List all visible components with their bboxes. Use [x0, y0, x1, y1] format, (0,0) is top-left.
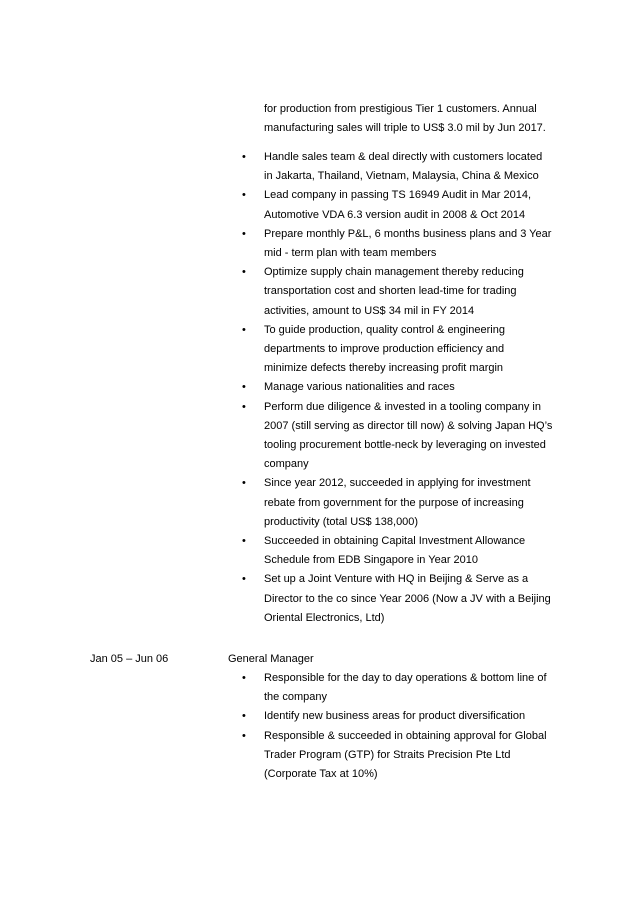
bullet-text-line: company — [264, 458, 309, 471]
bullet-text-line: Since year 2012, succeeded in applying for investment — [264, 477, 531, 490]
bullet-icon: • — [242, 477, 246, 490]
bullet-icon: • — [242, 573, 246, 586]
bullet-item — [242, 707, 564, 726]
bullet-text-line: Responsible for the day to day operations & bottom line of — [264, 672, 547, 684]
bullet-icon: • — [242, 710, 246, 723]
bullet-text-line: Succeeded in obtaining Capital Investment Allowance — [264, 535, 526, 548]
bullet-text-line: tooling procurement bottle-neck by leveraging on invested — [264, 439, 546, 452]
bullet-text-line: Lead company in passing TS 16949 Audit in Mar 2014, — [264, 189, 532, 202]
bullet-text-line: activities, amount to US$ 34 mil in FY 2014 — [264, 304, 475, 317]
responsibility-list-2 — [242, 669, 564, 784]
bullet-item — [242, 378, 564, 397]
bullet-item — [242, 225, 564, 263]
bullet-icon: • — [242, 266, 246, 279]
bullet-text-line: transportation cost and shorten lead-time for trading — [264, 285, 517, 298]
bullet-text-line: the company — [264, 691, 327, 704]
bullet-text-line: Perform due diligence & invested in a tooling company in — [264, 400, 541, 413]
bullet-icon: • — [242, 381, 246, 394]
bullet-text-line: departments to improve production efficiency and — [264, 343, 505, 356]
bullet-item — [242, 186, 564, 224]
bullet-text-line: 2007 (still serving as director till now) & solving Japan HQ’s — [264, 419, 553, 432]
bullet-item — [242, 321, 564, 379]
bullet-icon: • — [242, 729, 246, 742]
bullet-icon: • — [242, 400, 246, 413]
bullet-text-line: minimize defects thereby increasing profit margin — [264, 362, 504, 375]
bullet-text-line: Set up a Joint Venture with HQ in Beijing & Serve as a — [264, 573, 529, 586]
bullet-icon: • — [242, 323, 246, 336]
bullet-item — [242, 532, 564, 570]
bullet-icon: • — [242, 189, 246, 202]
bullet-item — [242, 474, 564, 532]
bullet-text-line: mid - term plan with team members — [264, 247, 437, 260]
bullet-text-line: Prepare monthly P&L, 6 months business plans and 3 Year — [264, 227, 552, 240]
bullet-text-line: Director to the co since Year 2006 (Now a JV with a Beijing — [264, 592, 551, 605]
bullet-text-line: productivity (total US$ 138,000) — [264, 515, 419, 528]
bullet-item — [242, 398, 564, 475]
bullet-text-line: Optimize supply chain management thereby reducing — [264, 266, 524, 279]
bullet-text-line: Responsible & succeeded in obtaining approval for Global — [264, 729, 547, 742]
job-title: General Manager — [228, 653, 314, 665]
continuation-text — [264, 100, 554, 138]
bullet-icon: • — [242, 672, 246, 684]
employment-dates: Jan 05 – Jun 06 — [90, 653, 169, 665]
bullet-text-line: Oriental Electronics, Ltd) — [264, 611, 385, 624]
bullet-text-line: Manage various nationalities and races — [264, 381, 455, 394]
continuation-line: manufacturing sales will triple to US$ 3.0 mil by Jun 2017. — [264, 122, 546, 135]
bullet-text-line: (Corporate Tax at 10%) — [264, 768, 378, 781]
continuation-line: for production from prestigious Tier 1 customers. Annual — [264, 103, 537, 115]
bullet-icon: • — [242, 227, 246, 240]
bullet-text-line: Automotive VDA 6.3 version audit in 2008 & Oct 2014 — [264, 208, 526, 221]
bullet-text-line: rebate from government for the purpose of increasing — [264, 496, 524, 509]
bullet-text-line: Handle sales team & deal directly with customers located — [264, 151, 543, 163]
bullet-text-line: Identify new business areas for product diversification — [264, 710, 526, 723]
bullet-text-line: Trader Program (GTP) for Straits Precision Pte Ltd — [264, 748, 511, 761]
bullet-item — [242, 148, 564, 186]
bullet-text-line: Schedule from EDB Singapore in Year 2010 — [264, 554, 479, 567]
bullet-icon: • — [242, 535, 246, 548]
responsibility-list-1 — [242, 148, 564, 628]
bullet-item — [242, 727, 564, 785]
bullet-item — [242, 570, 564, 628]
bullet-item — [242, 669, 564, 707]
bullet-icon: • — [242, 151, 246, 163]
bullet-item — [242, 263, 564, 321]
bullet-text-line: To guide production, quality control & engineering — [264, 323, 505, 336]
bullet-text-line: in Jakarta, Thailand, Vietnam, Malaysia, China & Mexico — [264, 170, 539, 183]
